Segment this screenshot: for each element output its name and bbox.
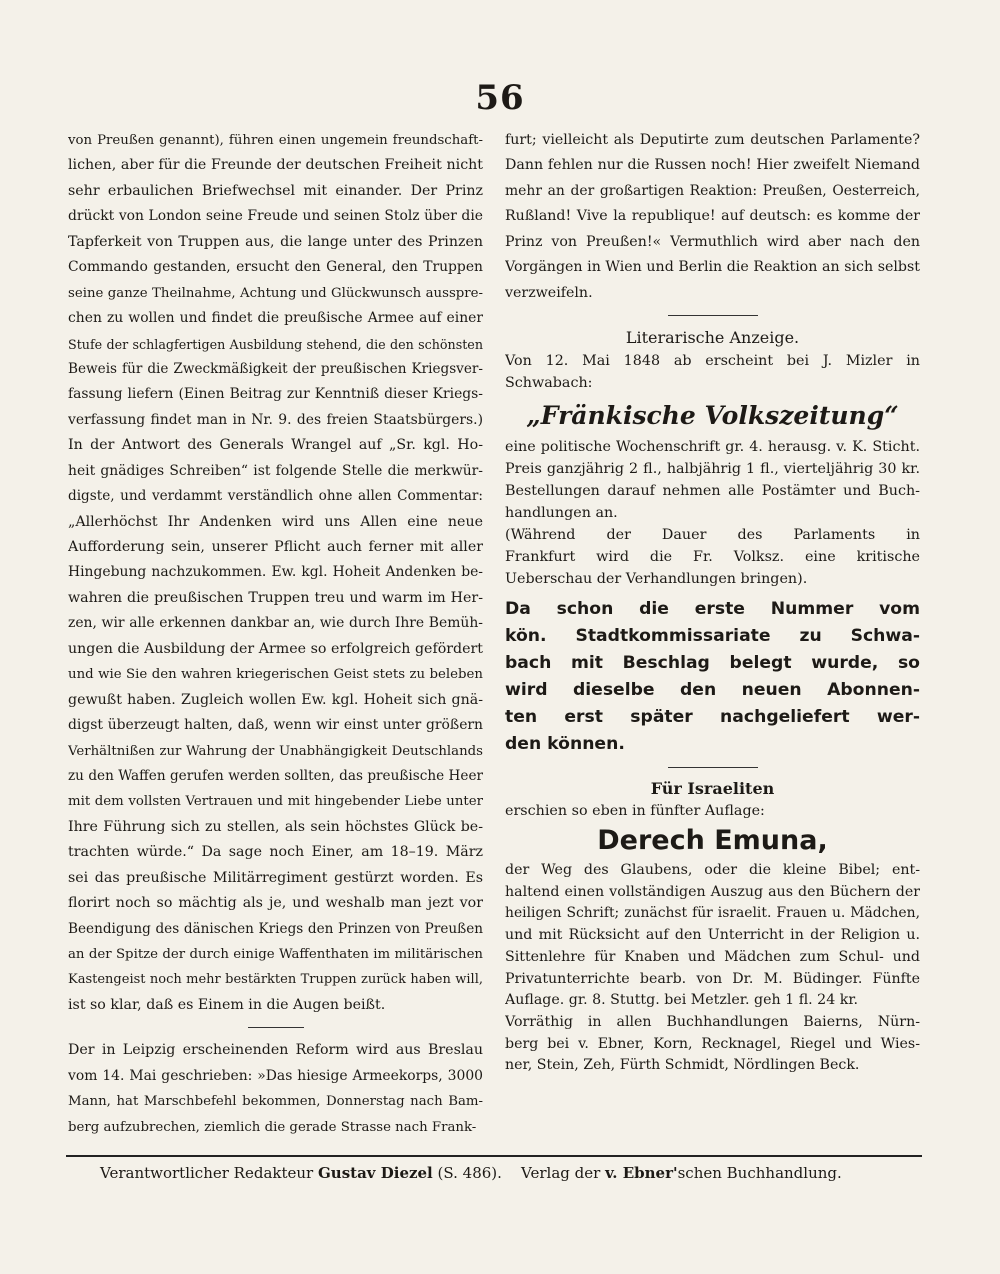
ad-line: Frankfurt wird die Fr. Volksz. eine kritische xyxy=(505,549,920,566)
ad-line: Schwabach: xyxy=(505,375,593,392)
notice-line: den können. xyxy=(505,734,625,755)
footer-prefix: Verantwortlicher Redakteur xyxy=(100,1164,314,1182)
text-line: berg aufzubrechen, ziemlich die gerade Strasse nach Frank- xyxy=(68,1119,477,1135)
section-divider xyxy=(248,1027,304,1028)
ad-line: Sittenlehre für Knaben und Mädchen zum Schul- und xyxy=(505,948,920,965)
notice-line: ten erst später nachgeliefert wer- xyxy=(505,707,920,728)
text-line: ungen die Ausbildung der Armee so erfolgreich gefördert xyxy=(68,640,483,657)
notice-line: kön. Stadtkommissariate zu Schwa- xyxy=(505,626,920,647)
notice-line: Da schon die erste Nummer vom xyxy=(505,599,920,620)
ad-line: haltend einen vollständigen Auszug aus den Büchern der xyxy=(505,883,920,900)
text-line: trachten würde.“ Da sage noch Einer, am 18–19. März xyxy=(68,844,483,861)
ad-line: eine politische Wochenschrift gr. 4. herausg. v. K. Sticht. xyxy=(505,439,920,456)
text-line: Beendigung des dänischen Kriegs den Prinzen von Preußen xyxy=(68,920,483,937)
ad-line: Preis ganzjährig 2 fl., halbjährig 1 fl., vierteljährig 30 kr. xyxy=(505,461,920,478)
text-line: lichen, aber für die Freunde der deutschen Freiheit nicht xyxy=(68,157,483,174)
ad-line: heiligen Schrift; zunächst für israelit. Frauen u. Mädchen, xyxy=(505,905,920,922)
text-line: digste, und verdammt verständlich ohne allen Commentar: xyxy=(68,488,483,505)
ad-line: handlungen an. xyxy=(505,505,618,522)
text-line: von Preußen genannt), führen einen ungemein freundschaft- xyxy=(68,133,483,148)
page-number: 56 xyxy=(475,78,525,118)
text-line: Dann fehlen nur die Russen noch! Hier zweifelt Niemand xyxy=(505,157,920,174)
text-line: verzweifeln. xyxy=(505,284,593,301)
text-line: und wie Sie den wahren kriegerischen Geist stets zu beleben xyxy=(68,667,483,683)
text-line: zen, wir alle erkennen dankbar an, wie durch Ihre Bemüh- xyxy=(68,615,483,632)
ad-line: ner, Stein, Zeh, Fürth Schmidt, Nördlingen Beck. xyxy=(505,1057,860,1074)
text-line: Verhältnißen zur Wahrung der Unabhängigkeit Deutschlands xyxy=(68,743,483,759)
text-line: Aufforderung sein, unserer Pflicht auch ferner mit aller xyxy=(68,539,483,555)
ad-title: „Fränkische Volkszeitung“ xyxy=(526,401,899,431)
footer-editor: Gustav Diezel xyxy=(318,1164,433,1182)
section-divider xyxy=(668,767,758,768)
footer-imprint xyxy=(100,1162,890,1184)
text-line: mehr an der großartigen Reaktion: Preußen, Oesterreich, xyxy=(505,182,920,199)
ad-line: Auflage. gr. 8. Stuttg. bei Metzler. geh 1 fl. 24 kr. xyxy=(505,992,859,1009)
ad-line: (Während der Dauer des Parlaments in xyxy=(505,527,920,544)
footer-publisher: v. Ebner' xyxy=(605,1164,678,1182)
article-continuation xyxy=(505,128,920,306)
text-line: Kastengeist noch mehr bestärkten Truppen zurück haben will, xyxy=(68,972,483,988)
ad2-heading: Für Israeliten xyxy=(650,779,775,799)
ad-line: Von 12. Mai 1848 ab erscheint bei J. Mizler in xyxy=(505,353,920,370)
text-line: verfassung findet man in Nr. 9. des freien Staatsbürgers.) xyxy=(68,411,483,428)
ad2-title: Derech Emuna, xyxy=(597,825,828,857)
footer-publisher-prefix: Verlag der xyxy=(521,1164,601,1182)
ad-line: Privatunterrichte bearb. von Dr. M. Büdinger. Fünfte xyxy=(505,970,920,987)
ad-line: Vorräthig in allen Buchhandlungen Baierns, Nürn- xyxy=(505,1013,920,1030)
report-paragraph xyxy=(68,1038,483,1140)
left-column xyxy=(68,128,483,1140)
text-line: Hingebung nachzukommen. Ew. kgl. Hoheit Andenken be- xyxy=(68,564,483,581)
footer-publisher-suffix: schen Buchhandlung. xyxy=(677,1164,842,1182)
text-line: wahren die preußischen Truppen treu und warm im Her- xyxy=(68,589,483,606)
text-line: Der in Leipzig erscheinenden Reform wird aus Breslau xyxy=(68,1042,483,1059)
ad-line: und mit Rücksicht auf den Unterricht in der Religion u. xyxy=(505,927,920,944)
text-line: Tapferkeit von Truppen aus, die lange unter des Prinzen xyxy=(68,233,483,250)
ad-line: berg bei v. Ebner, Korn, Recknagel, Riegel und Wies- xyxy=(505,1035,920,1052)
ad-line: der Weg des Glaubens, oder die kleine Bibel; ent- xyxy=(505,862,920,879)
text-line: heit gnädiges Schreiben“ ist folgende Stelle die merkwür- xyxy=(68,462,483,479)
ad-intro xyxy=(505,350,920,394)
text-line: gewußt haben. Zugleich wollen Ew. kgl. Hoheit sich gnä- xyxy=(68,691,483,708)
footer-number: (S. 486). xyxy=(437,1164,502,1182)
ad-heading: Literarische Anzeige. xyxy=(625,328,800,348)
text-line: drückt von London seine Freude und seinen Stolz über die xyxy=(68,208,483,225)
right-column xyxy=(505,128,920,1077)
text-line: chen zu wollen und findet die preußische Armee auf einer xyxy=(68,310,483,327)
section-divider xyxy=(668,315,758,316)
text-line: furt; vielleicht als Deputirte zum deutschen Parlamente? xyxy=(505,132,920,148)
footer-rule xyxy=(66,1155,922,1157)
notice-line: wird dieselbe den neuen Abonnen- xyxy=(505,680,920,701)
text-line: Commando gestanden, ersucht den General, den Truppen xyxy=(68,259,483,276)
notice-line: bach mit Beschlag belegt wurde, so xyxy=(505,653,920,674)
ad-body xyxy=(505,436,920,590)
text-line: „Allerhöchst Ihr Andenken wird uns Allen eine neue xyxy=(68,513,483,530)
text-line: seine ganze Theilnahme, Achtung und Glückwunsch ausspre- xyxy=(68,285,483,301)
text-line: ist so klar, daß es Einem in die Augen beißt. xyxy=(68,996,386,1013)
text-line: In der Antwort des Generals Wrangel auf „Sr. kgl. Ho- xyxy=(68,437,483,454)
text-line: an der Spitze der durch einige Waffenthaten im militärischen xyxy=(68,947,483,962)
text-line: fassung liefern (Einen Beitrag zur Kenntniß dieser Kriegs- xyxy=(68,386,483,403)
article-text xyxy=(68,128,483,1018)
text-line: mit dem vollsten Vertrauen und mit hingebender Liebe unter xyxy=(68,794,483,810)
text-line: zu den Waffen gerufen werden sollten, das preußische Heer xyxy=(68,767,483,784)
text-line: florirt noch so mächtig als je, und weshalb man jezt vor xyxy=(68,895,483,912)
text-line: Rußland! Vive la republique! auf deutsch: es komme der xyxy=(505,208,920,225)
ad-line: Ueberschau der Verhandlungen bringen). xyxy=(505,571,808,588)
text-line: Vorgängen in Wien und Berlin die Reaktion an sich selbst xyxy=(505,259,920,276)
ad2-intro: erschien so eben in fünfter Auflage: xyxy=(505,803,765,820)
text-line: sehr erbaulichen Briefwechsel mit einander. Der Prinz xyxy=(68,182,483,199)
ad2-body xyxy=(505,860,920,1077)
text-line: Mann, hat Marschbefehl bekommen, Donnerstag nach Bam- xyxy=(68,1094,483,1110)
ad-line: Bestellungen darauf nehmen alle Postämter und Buch- xyxy=(505,483,920,500)
text-line: sei das preußische Militärregiment gestürzt worden. Es xyxy=(68,869,483,886)
text-line: Prinz von Preußen!« Vermuthlich wird aber nach den xyxy=(505,233,920,250)
text-line: Beweis für die Zweckmäßigkeit der preußischen Kriegsver- xyxy=(68,360,483,377)
confiscation-notice xyxy=(505,596,920,758)
text-line: Stufe der schlagfertigen Ausbildung stehend, die den schönsten xyxy=(68,336,483,352)
text-line: Ihre Führung sich zu stellen, als sein höchstes Glück be- xyxy=(68,818,483,835)
text-line: digst überzeugt halten, daß, wenn wir einst unter größern xyxy=(68,717,483,734)
text-line: vom 14. Mai geschrieben: »Das hiesige Armeekorps, 3000 xyxy=(68,1067,483,1084)
